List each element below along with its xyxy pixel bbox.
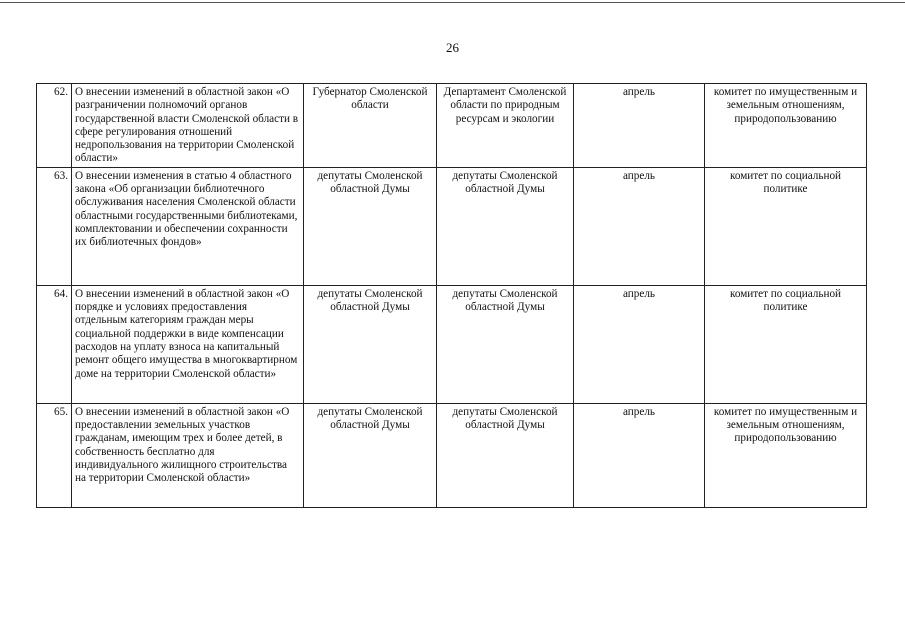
- term: апрель: [574, 285, 705, 403]
- table-row: [37, 167, 867, 285]
- term: апрель: [574, 84, 705, 168]
- term: апрель: [574, 167, 705, 285]
- row-number: 62.: [37, 84, 72, 168]
- initiator: депутаты Смоленской областной Думы: [304, 403, 437, 507]
- bill-title: О внесении изменений в областной закон «О разграничении полномочий органов государственной власти Смоленской области в сфере регулирования отношений недропользования на территории Смоленской области»: [72, 84, 304, 168]
- responsible-committee: комитет по имущественным и земельным отношениям, природопользованию: [705, 84, 867, 168]
- table-row: [37, 403, 867, 507]
- initiator: Губернатор Смоленской области: [304, 84, 437, 168]
- developer: Департамент Смоленской области по природным ресурсам и экологии: [437, 84, 574, 168]
- row-number: 63.: [37, 167, 72, 285]
- row-number: 65.: [37, 403, 72, 507]
- bill-title: О внесении изменения в статью 4 областного закона «Об организации библиотечного обслуживания населения Смоленской области областными государственными библиотеками, комплектовании и обеспечении сохранности их библиотечных фондов»: [72, 167, 304, 285]
- developer: депутаты Смоленской областной Думы: [437, 285, 574, 403]
- table-row: [37, 285, 867, 403]
- legislation-plan-table: [36, 83, 867, 508]
- top-rule: [0, 2, 905, 3]
- initiator: депутаты Смоленской областной Думы: [304, 285, 437, 403]
- table-row: [37, 84, 867, 168]
- bill-title: О внесении изменений в областной закон «О порядке и условиях предоставления отдельным категориям граждан меры социальной поддержки в виде компенсации расходов на уплату взноса на капитальный ремонт общего имущества в многоквартирном доме на территории Смоленской области»: [72, 285, 304, 403]
- responsible-committee: комитет по социальной политике: [705, 167, 867, 285]
- initiator: депутаты Смоленской областной Думы: [304, 167, 437, 285]
- developer: депутаты Смоленской областной Думы: [437, 403, 574, 507]
- responsible-committee: комитет по имущественным и земельным отношениям, природопользованию: [705, 403, 867, 507]
- term: апрель: [574, 403, 705, 507]
- page-number: 26: [446, 40, 459, 55]
- developer: депутаты Смоленской областной Думы: [437, 167, 574, 285]
- bill-title: О внесении изменений в областной закон «О предоставлении земельных участков гражданам, имеющим трех и более детей, в собственность бесплатно для индивидуального жилищного строительства на территории Смоленской области»: [72, 403, 304, 507]
- responsible-committee: комитет по социальной политике: [705, 285, 867, 403]
- row-number: 64.: [37, 285, 72, 403]
